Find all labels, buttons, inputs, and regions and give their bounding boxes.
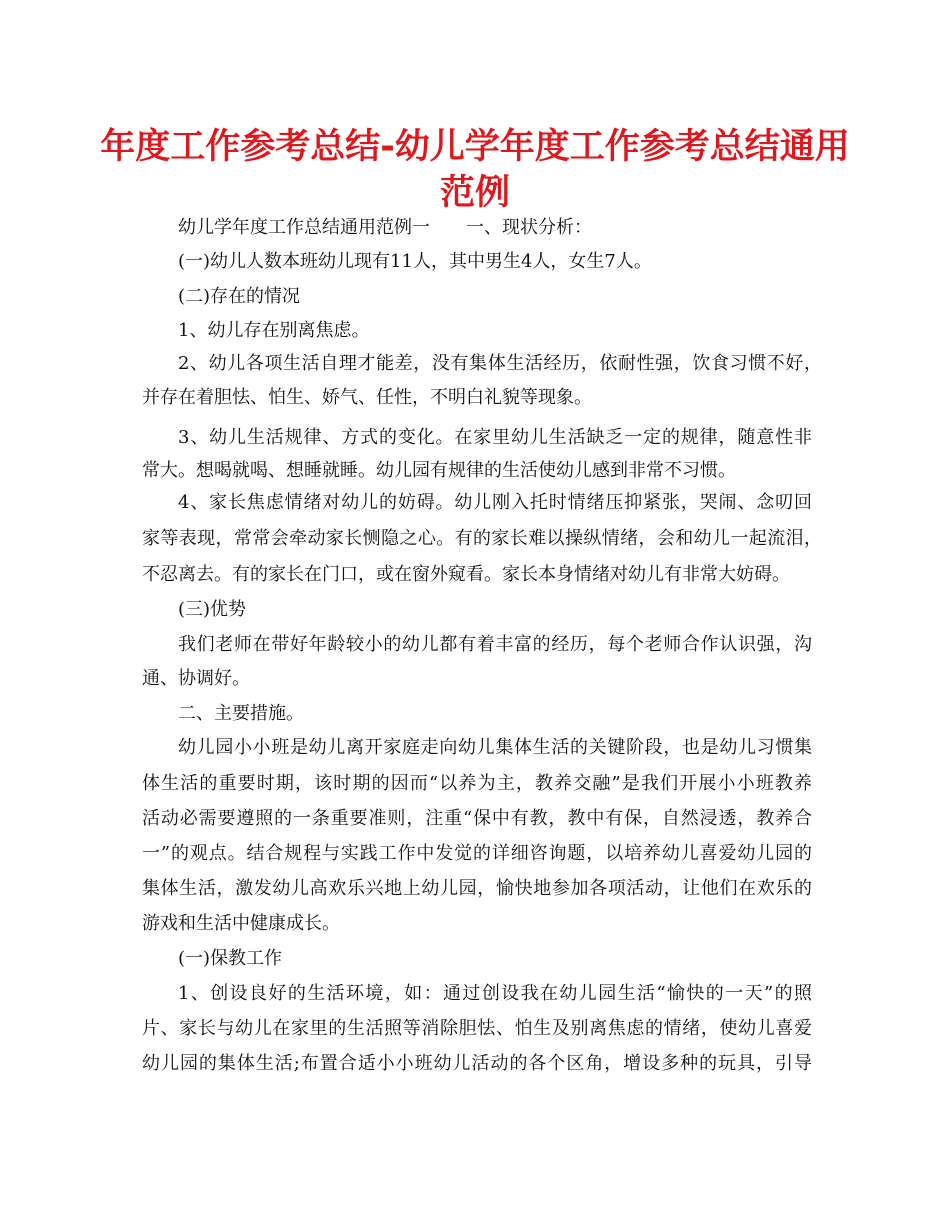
text-line: 体生活的重要时期，该时期的因而“以养为主，教养交融”是我们开展小小班教养 — [142, 773, 812, 794]
document-title-line-2: 范例 — [439, 173, 510, 213]
text-line: 并存在着胆怯、怕生、娇气、任性，不明白礼貌等现象。 — [142, 387, 592, 408]
text-line: 幼儿学年度工作总结通用范例一 一、现状分析： — [178, 217, 592, 238]
text-line: 幼儿园小小班是幼儿离开家庭走向幼儿集体生活的关键阶段，也是幼儿习惯集 — [178, 737, 812, 758]
text-line: 通、协调好。 — [142, 668, 250, 689]
text-line: 家等表现，常常会牵动家长恻隐之心。有的家长难以操纵情绪，会和幼儿一起流泪， — [142, 528, 822, 549]
text-line: 不忍离去。有的家长在门口，或在窗外窥看。家长本身情绪对幼儿有非常大妨碍。 — [142, 564, 790, 585]
text-line: (二)存在的情况 — [178, 286, 301, 307]
text-line: 片、家长与幼儿在家里的生活照等消除胆怯、怕生及别离焦虑的情绪，使幼儿喜爱 — [142, 1018, 812, 1039]
text-line: 一”的观点。结合规程与实践工作中发觉的详细咨询题，以培养幼儿喜爱幼儿园的 — [142, 843, 812, 864]
document-title-line-1: 年度工作参考总结-幼儿学年度工作参考总结通用 — [100, 127, 850, 167]
text-line: (三)优势 — [178, 599, 247, 620]
text-line: 幼儿园的集体生活;布置合适小小班幼儿活动的各个区角，增设多种的玩具，引导 — [142, 1053, 812, 1074]
text-line: 我们老师在带好年龄较小的幼儿都有着丰富的经历，每个老师合作认识强，沟 — [178, 634, 812, 655]
text-line: 游戏和生活中健康成长。 — [142, 913, 340, 934]
text-line: 1、创设良好的生活环境，如：通过创设我在幼儿园生活“愉快的一天”的照 — [178, 983, 812, 1004]
text-line: (一)保教工作 — [178, 948, 283, 969]
text-line: 集体生活，激发幼儿高欢乐兴地上幼儿园，愉快地参加各项活动，让他们在欢乐的 — [142, 878, 812, 899]
text-line: 二、主要措施。 — [178, 703, 304, 724]
text-line: 活动必需要遵照的一条重要准则，注重“保中有教，教中有保，自然浸透，教养合 — [142, 808, 812, 829]
text-line: 3、幼儿生活规律、方式的变化。在家里幼儿生活缺乏一定的规律，随意性非 — [178, 427, 812, 448]
text-line: 2、幼儿各项生活自理才能差，没有集体生活经历，依耐性强，饮食习惯不好， — [178, 353, 822, 374]
text-line: (一)幼儿人数本班幼儿现有11人，其中男生4人，女生7人。 — [178, 251, 652, 272]
text-line: 1、幼儿存在别离焦虑。 — [178, 320, 370, 341]
text-line: 常大。想喝就喝、想睡就睡。幼儿园有规律的生活使幼儿感到非常不习惯。 — [142, 460, 736, 481]
text-line: 4、家长焦虑情绪对幼儿的妨碍。幼儿刚入托时情绪压抑紧张，哭闹、念叨回 — [178, 492, 812, 513]
